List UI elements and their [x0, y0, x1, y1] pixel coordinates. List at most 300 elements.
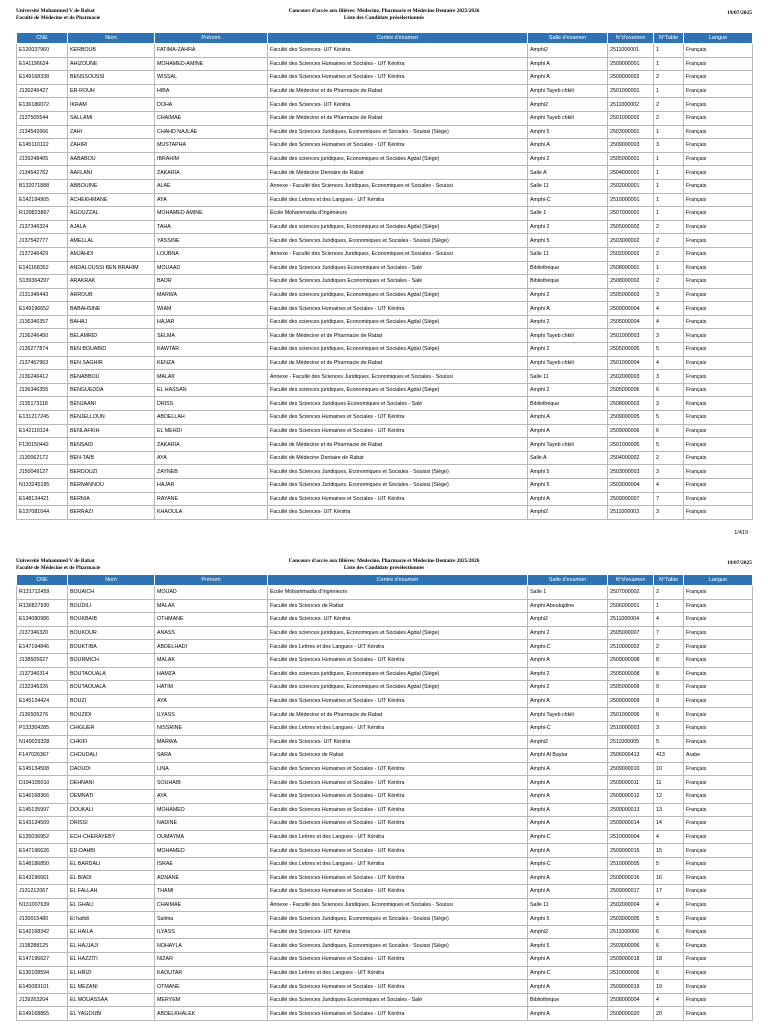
prenom-cell: LINA	[155, 762, 268, 776]
salle-cell: Amphi A	[528, 694, 608, 708]
prenom-cell: AYA	[155, 694, 268, 708]
num-examen-cell: 2504000001	[608, 166, 654, 180]
nom-cell: CHOUDALI	[68, 749, 155, 763]
nom-cell: AJALA	[68, 220, 155, 234]
prenom-cell: OTMANE	[155, 980, 268, 994]
table-row	[17, 613, 753, 627]
table-row	[17, 166, 753, 180]
cne-cell: J134542666	[17, 125, 68, 139]
num-examen-cell: 2501000006	[608, 708, 654, 722]
nom-cell: BERRAZI	[68, 506, 155, 520]
salle-cell: Amphi A	[528, 71, 608, 85]
langue-cell: Français	[684, 397, 753, 411]
title-line2: Liste des Candidats présélectionnés	[343, 15, 425, 21]
langue-cell: Français	[684, 125, 753, 139]
nom-cell: EL MOUASSAA	[68, 993, 155, 1007]
table-row	[17, 776, 753, 790]
document-date: 19/07/2025	[726, 560, 752, 566]
salle-cell: Amphi A	[528, 817, 608, 831]
table-row	[17, 1007, 753, 1021]
num-table-cell: 11	[654, 776, 684, 790]
num-examen-cell: 2509000011	[608, 776, 654, 790]
centre-cell: Faculté de Médecine et de Pharmacie de Rabat	[268, 84, 528, 98]
langue-cell: Français	[684, 356, 753, 370]
centre-cell: Faculté des Sciences Juridiques Economiques et Sociales - Salé	[268, 275, 528, 289]
num-table-cell: 8	[654, 653, 684, 667]
centre-cell: Faculté des Sciences Juridiques, Economiques et Sociales - Souissi (Siège)	[268, 939, 528, 953]
nom-cell: BOUZI	[68, 694, 155, 708]
num-table-cell: 5	[654, 343, 684, 357]
salle-cell: Amphi-C	[528, 966, 608, 980]
prenom-cell: ISRAE	[155, 857, 268, 871]
centre-cell: Faculté des Sciences- UIT Kénitra	[268, 98, 528, 112]
salle-cell: Amphi 5	[528, 234, 608, 248]
salle-cell: Amphi A	[528, 953, 608, 967]
table-row	[17, 844, 753, 858]
cne-cell: E143134509	[17, 817, 68, 831]
title-line1: Concours d'accès aux filières: Médecine, Pharmacie et Médecine Dentaire 2025/2026	[288, 558, 480, 564]
table-row	[17, 261, 753, 275]
num-examen-cell: 2509000020	[608, 1007, 654, 1021]
nom-cell: ANDALOUSSI BEN BRAHIM	[68, 261, 155, 275]
salle-cell: Amphi A	[528, 776, 608, 790]
centre-cell: Faculté des Sciences Humaines et Sociales - UIT Kénitra	[268, 302, 528, 316]
cne-cell: N149029328	[17, 735, 68, 749]
num-examen-cell: 2507000002	[608, 586, 654, 600]
nom-cell: DEMNATI	[68, 789, 155, 803]
prenom-cell: EL MEHDI	[155, 424, 268, 438]
cne-cell: J137346324	[17, 220, 68, 234]
prenom-cell: KAOUTAR	[155, 966, 268, 980]
nom-cell: BERDOUZI	[68, 465, 155, 479]
centre-cell: Faculté des Sciences- UIT Kénitra	[268, 925, 528, 939]
num-examen-cell: 2510000004	[608, 830, 654, 844]
num-examen-cell: 2511000003	[608, 506, 654, 520]
num-table-cell: 10	[654, 762, 684, 776]
langue-cell: Français	[684, 166, 753, 180]
num-examen-cell: 2503000003	[608, 465, 654, 479]
num-examen-cell: 2505000001	[608, 152, 654, 166]
prenom-cell: BADR	[155, 275, 268, 289]
num-examen-cell: 2503000006	[608, 939, 654, 953]
salle-header: Salle d'examen	[528, 575, 608, 586]
centre-cell: Faculté des Sciences de Rabat	[268, 749, 528, 763]
prenom-cell: MOHAMED-AMINE	[155, 57, 268, 71]
langue-cell: Français	[684, 424, 753, 438]
prenom-cell: ALAE	[155, 179, 268, 193]
table-row	[17, 966, 753, 980]
salle-cell: Amphi Tayeb chkili	[528, 111, 608, 125]
prenom-cell: NIZAR	[155, 953, 268, 967]
num-table-cell: 2	[654, 586, 684, 600]
prenom-cell: WISSAL	[155, 71, 268, 85]
table-row	[17, 953, 753, 967]
table-row	[17, 817, 753, 831]
num-table-cell: 17	[654, 885, 684, 899]
table-row	[17, 803, 753, 817]
salle-cell: Amphi A	[528, 424, 608, 438]
prenom-cell: Salima	[155, 912, 268, 926]
nom-cell: BENABBOU	[68, 370, 155, 384]
table-row	[17, 356, 753, 370]
salle-cell: Amphi A	[528, 871, 608, 885]
num-table-cell: 5	[654, 411, 684, 425]
num-table-cell: 1	[654, 125, 684, 139]
salle-cell: Amphi 2	[528, 220, 608, 234]
num-examen-cell: 2508000002	[608, 275, 654, 289]
num-examen-cell: 2509000006	[608, 424, 654, 438]
num-examen-cell: 2510000002	[608, 640, 654, 654]
table-row	[17, 125, 753, 139]
num-table-cell: 3	[654, 370, 684, 384]
salle-cell: Amphi Tayeb chkili	[528, 329, 608, 343]
nom-cell: EL YAGOUBI	[68, 1007, 155, 1021]
prenom-cell: DOHA	[155, 98, 268, 112]
candidates-table	[16, 32, 753, 520]
num-examen-cell: 2511000001	[608, 44, 654, 58]
table-row	[17, 411, 753, 425]
num-examen-cell: 2505000008	[608, 667, 654, 681]
prenom-cell: ZAYNEB	[155, 465, 268, 479]
table-row	[17, 762, 753, 776]
nom-cell: BOUKBAIB	[68, 613, 155, 627]
centre-cell: École Mohammadia d'Ingénieurs	[268, 586, 528, 600]
num-table-cell: 1	[654, 152, 684, 166]
candidates-table	[16, 574, 753, 1021]
cne-cell: J136246450	[17, 329, 68, 343]
prenom-cell: ADNANE	[155, 871, 268, 885]
cne-cell: E149168338	[17, 71, 68, 85]
prenom-cell: CHAHD NAJLAE	[155, 125, 268, 139]
num-table-cell: 2	[654, 640, 684, 654]
langue-cell: Français	[684, 613, 753, 627]
salle-cell: Bibliothèque	[528, 397, 608, 411]
cne-cell: E130108594	[17, 966, 68, 980]
centre-cell: Faculté des Sciences Juridiques Economiques et Sociales - Salé	[268, 397, 528, 411]
prenom-cell: HAJAR	[155, 315, 268, 329]
langue-cell: Français	[684, 885, 753, 899]
langue-cell: Français	[684, 667, 753, 681]
langue-cell: Français	[684, 789, 753, 803]
num-examen-cell: 2509000008	[608, 653, 654, 667]
prenom-cell: HAMZA	[155, 667, 268, 681]
num-examen-cell: 2503000002	[608, 234, 654, 248]
centre-cell: Annexe - Faculté des Sciences Juridiques, Economiques et Sociales - Souissi	[268, 179, 528, 193]
num-table-cell: 4	[654, 479, 684, 493]
num-table-cell: 2	[654, 98, 684, 112]
salle-cell: Amphi A	[528, 844, 608, 858]
centre-cell: Faculté des Lettres et des Langues - UIT Kénitra	[268, 857, 528, 871]
prenom-cell: MUSTAPHA	[155, 139, 268, 153]
centre-cell: Faculté de Médecine et de Pharmacie de Rabat	[268, 438, 528, 452]
num-examen-cell: 2508000004	[608, 993, 654, 1007]
nom-cell: ARROUB	[68, 288, 155, 302]
nom-cell: BERNIA	[68, 492, 155, 506]
table-row	[17, 980, 753, 994]
prenom-cell: MOHAMED	[155, 803, 268, 817]
document-title	[0, 8, 768, 22]
langue-cell: Français	[684, 830, 753, 844]
centre-cell: Faculté des Sciences Juridiques Economiques et Sociales - Salé	[268, 993, 528, 1007]
prenom-cell: DRISS	[155, 397, 268, 411]
cne-cell: S139364297	[17, 275, 68, 289]
centre-cell: Faculté des Sciences Humaines et Sociales - UIT Kénitra	[268, 803, 528, 817]
cne-header: CNE	[17, 33, 68, 44]
langue-cell: Français	[684, 370, 753, 384]
num-examen-cell: 2506000413	[608, 749, 654, 763]
num-table-cell: 4	[654, 302, 684, 316]
num-table-cell: 2	[654, 451, 684, 465]
nom-cell: BOUDILI	[68, 599, 155, 613]
prenom-cell: ZAKARIA	[155, 166, 268, 180]
prenom-cell: IBRAHIM	[155, 152, 268, 166]
nom-cell: AMJAHDI	[68, 247, 155, 261]
salle-cell: Amphi 2	[528, 152, 608, 166]
num-examen-cell: 2510000003	[608, 721, 654, 735]
num-examen-cell: 2504000002	[608, 451, 654, 465]
cne-cell: E142168342	[17, 925, 68, 939]
table-row	[17, 735, 753, 749]
centre-cell: Faculté des sciences juridiques, Economiques et Sociales Agdal (Siège)	[268, 383, 528, 397]
langue-cell: Français	[684, 735, 753, 749]
cne-cell: E147196626	[17, 844, 68, 858]
table-row	[17, 275, 753, 289]
langue-cell: Français	[684, 111, 753, 125]
num-examen-cell: 2502000002	[608, 247, 654, 261]
langue-cell: Français	[684, 776, 753, 790]
salle-cell: Amphi Al Baytar	[528, 749, 608, 763]
prenom-cell: LOUBNA	[155, 247, 268, 261]
table-row	[17, 708, 753, 722]
cne-cell: E145083101	[17, 980, 68, 994]
table-row	[17, 329, 753, 343]
langue-cell: Français	[684, 912, 753, 926]
prenom-cell: MALAK	[155, 370, 268, 384]
nom-cell: EL BIADI	[68, 871, 155, 885]
prenom-cell: YASSINE	[155, 234, 268, 248]
num-examen-cell: 2505000006	[608, 383, 654, 397]
num-table-cell: 3	[654, 506, 684, 520]
cne-cell: N133245185	[17, 479, 68, 493]
num-table-cell: 5	[654, 438, 684, 452]
table-row	[17, 98, 753, 112]
table-row	[17, 220, 753, 234]
prenom-cell: FATIMA-ZAHRA	[155, 44, 268, 58]
cne-cell: J136346355	[17, 383, 68, 397]
table-row	[17, 44, 753, 58]
university-name: Université Mohammed V de Rabat	[16, 8, 95, 14]
centre-header: Centre d'examen	[268, 33, 528, 44]
num-table-cell: 1	[654, 84, 684, 98]
cne-cell: E148186850	[17, 857, 68, 871]
nom-cell: CHKIFI	[68, 735, 155, 749]
cne-cell: R136827930	[17, 599, 68, 613]
num-table-cell: 3	[654, 139, 684, 153]
prenom-cell: CHAIMAE	[155, 111, 268, 125]
centre-cell: Faculté des sciences juridiques, Economiques et Sociales Agdal (Siège)	[268, 152, 528, 166]
centre-cell: Faculté des sciences juridiques, Economiques et Sociales Agdal (Siège)	[268, 288, 528, 302]
centre-cell: Faculté des Sciences- UIT Kénitra	[268, 506, 528, 520]
centre-cell: Faculté des Sciences Juridiques, Economiques et Sociales - Souissi (Siège)	[268, 125, 528, 139]
prenom-cell: OTHMANE	[155, 613, 268, 627]
salle-cell: Salle 1	[528, 586, 608, 600]
num-table-cell: 2	[654, 234, 684, 248]
prenom-cell: ZAKARIA	[155, 438, 268, 452]
num-table-cell: 413	[654, 749, 684, 763]
nom-cell: BOURMICH	[68, 653, 155, 667]
table-row	[17, 84, 753, 98]
table-row	[17, 626, 753, 640]
langue-cell: Français	[684, 479, 753, 493]
table-row	[17, 885, 753, 899]
salle-cell: Amphi 2	[528, 667, 608, 681]
num-examen-cell: 2502000004	[608, 898, 654, 912]
prenom-cell: SARA	[155, 749, 268, 763]
centre-cell: Faculté des Sciences Humaines et Sociales - UIT Kénitra	[268, 71, 528, 85]
centre-cell: Faculté des Sciences Humaines et Sociales - UIT Kénitra	[268, 653, 528, 667]
langue-cell: Français	[684, 762, 753, 776]
cne-cell: J136505276	[17, 708, 68, 722]
title-line1: Concours d'accès aux filières: Médecine, Pharmacie et Médecine Dentaire 2025/2026	[288, 8, 480, 14]
langue-cell: Français	[684, 288, 753, 302]
nom-cell: BENJELLOUN	[68, 411, 155, 425]
table-row	[17, 247, 753, 261]
num-table-cell: 14	[654, 817, 684, 831]
langue-cell: Français	[684, 939, 753, 953]
cne-cell: J139248405	[17, 152, 68, 166]
centre-cell: Annexe - Faculté des Sciences Juridiques, Economiques et Sociales - Souissi	[268, 370, 528, 384]
salle-cell: Amphi 2	[528, 626, 608, 640]
cne-cell: E134080986	[17, 613, 68, 627]
salle-cell: Amphi 2	[528, 681, 608, 695]
langue-cell: Français	[684, 721, 753, 735]
langue-cell: Français	[684, 803, 753, 817]
prenom-cell: SOUHAIB	[155, 776, 268, 790]
num-table-cell: 6	[654, 708, 684, 722]
centre-cell: Faculté des Sciences Juridiques, Economiques et Sociales - Souissi (Siège)	[268, 479, 528, 493]
cne-cell: J138288125	[17, 939, 68, 953]
prenom-cell: MOUAAD	[155, 261, 268, 275]
nom-cell: AABABOU	[68, 152, 155, 166]
cne-cell: J137542777	[17, 234, 68, 248]
centre-cell: Faculté des Sciences Humaines et Sociales - UIT Kénitra	[268, 492, 528, 506]
salle-cell: Salle 11	[528, 898, 608, 912]
cne-cell: B132071888	[17, 179, 68, 193]
prenom-cell: AYA	[155, 451, 268, 465]
salle-cell: Amphi2	[528, 925, 608, 939]
num-table-cell: 3	[654, 397, 684, 411]
cne-cell: E149196652	[17, 302, 68, 316]
num-examen-cell: 2509000007	[608, 492, 654, 506]
num-table-cell: 8	[654, 667, 684, 681]
page-header	[0, 0, 768, 30]
num-table-cell: 7	[654, 492, 684, 506]
num-examen-cell: 2509000009	[608, 694, 654, 708]
num-table-cell: 6	[654, 925, 684, 939]
nom-cell: BERNANNOU	[68, 479, 155, 493]
cne-cell: E145134424	[17, 694, 68, 708]
prenom-cell: ANASS	[155, 626, 268, 640]
nom-cell: IKRAM	[68, 98, 155, 112]
centre-cell: Faculté des sciences juridiques, Economiques et Sociales Agdal (Siège)	[268, 220, 528, 234]
salle-cell: Amphi2	[528, 44, 608, 58]
centre-cell: Faculté des sciences juridiques, Economiques et Sociales Agdal (Siège)	[268, 626, 528, 640]
prenom-cell: HATIM	[155, 681, 268, 695]
centre-cell: Faculté de Médecine et de Pharmacie de Rabat	[268, 111, 528, 125]
langue-cell: Français	[684, 343, 753, 357]
num-examen-cell: 2509000001	[608, 57, 654, 71]
cne-cell: E147194846	[17, 640, 68, 654]
cne-cell: E136186072	[17, 98, 68, 112]
num-table-cell: 4	[654, 613, 684, 627]
num-table-cell: 6	[654, 966, 684, 980]
salle-cell: Amphi 5	[528, 939, 608, 953]
nom-cell: BOUAICH	[68, 586, 155, 600]
num-table-header: N°Table	[654, 33, 684, 44]
table-row	[17, 424, 753, 438]
nom-cell: ARAKRAK	[68, 275, 155, 289]
nom-cell: BOUKOUR	[68, 626, 155, 640]
table-row	[17, 479, 753, 493]
cne-cell: J130246427	[17, 84, 68, 98]
num-table-cell: 6	[654, 424, 684, 438]
cne-cell: E142194905	[17, 193, 68, 207]
langue-cell: Français	[684, 234, 753, 248]
prenom-cell: KENZA	[155, 356, 268, 370]
salle-cell: Amphi 5	[528, 125, 608, 139]
num-table-cell: 4	[654, 993, 684, 1007]
nom-cell: SALLAMI	[68, 111, 155, 125]
num-table-cell: 19	[654, 980, 684, 994]
prenom-cell: HAJAR	[155, 479, 268, 493]
centre-cell: Faculté des Sciences Humaines et Sociales - UIT Kénitra	[268, 762, 528, 776]
langue-cell: Français	[684, 315, 753, 329]
centre-cell: Faculté des Sciences Humaines et Sociales - UIT Kénitra	[268, 411, 528, 425]
num-examen-header: N°d'examen	[608, 575, 654, 586]
num-examen-cell: 2503000005	[608, 912, 654, 926]
num-examen-cell: 2509000013	[608, 803, 654, 817]
num-table-cell: 4	[654, 356, 684, 370]
salle-cell: Amphi2	[528, 98, 608, 112]
num-table-cell: 6	[654, 383, 684, 397]
prenom-cell: ABDELKHALEK	[155, 1007, 268, 1021]
salle-cell: Amphi A	[528, 302, 608, 316]
nom-cell: DAOUDI	[68, 762, 155, 776]
nom-cell: BABAHSINE	[68, 302, 155, 316]
cne-cell: E146168366	[17, 789, 68, 803]
salle-cell: Amphi 5	[528, 912, 608, 926]
num-examen-cell: 2509000018	[608, 953, 654, 967]
langue-cell: Français	[684, 492, 753, 506]
num-examen-cell: 2505000005	[608, 343, 654, 357]
num-examen-cell: 2502000003	[608, 370, 654, 384]
num-examen-cell: 2505000004	[608, 315, 654, 329]
num-table-cell: 2	[654, 275, 684, 289]
table-row	[17, 653, 753, 667]
nom-cell: ER-ROUH	[68, 84, 155, 98]
langue-cell: Français	[684, 451, 753, 465]
centre-cell: Faculté des Sciences Humaines et Sociales - UIT Kénitra	[268, 776, 528, 790]
nom-cell: BEN SAGHIR	[68, 356, 155, 370]
langue-cell: Français	[684, 193, 753, 207]
num-table-cell: 3	[654, 721, 684, 735]
centre-header: Centre d'examen	[268, 575, 528, 586]
centre-cell: Faculté des Sciences Juridiques Economiques et Sociales - Salé	[268, 261, 528, 275]
nom-cell: CHIGUER	[68, 721, 155, 735]
salle-cell: Salle 1	[528, 207, 608, 221]
prenom-cell: ABDELHADI	[155, 640, 268, 654]
centre-cell: Faculté des sciences juridiques, Economiques et Sociales Agdal (Siège)	[268, 315, 528, 329]
